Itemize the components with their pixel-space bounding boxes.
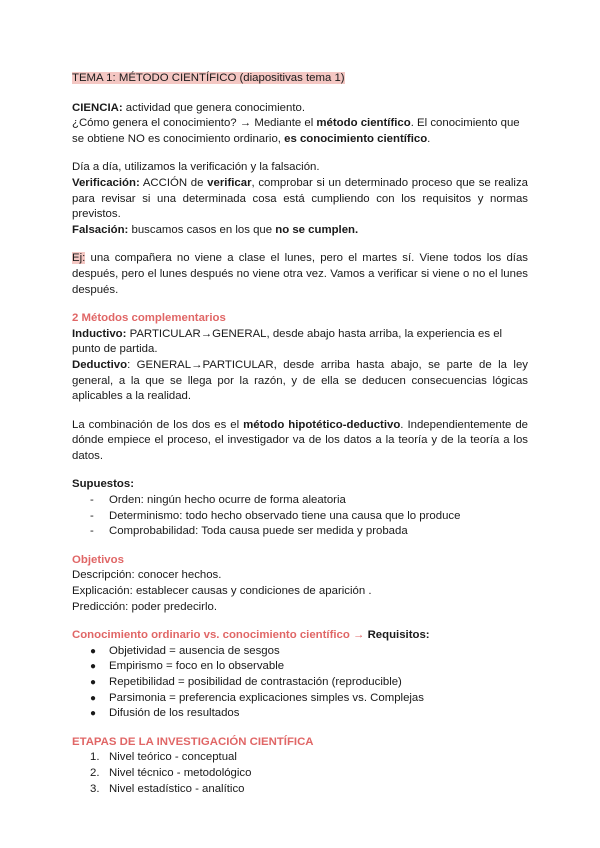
verificacion-section: Día a día, utilizamos la verificación y la falsación. Verificación: ACCIÓN de verificar, comprobar si un determinado proceso que se realiza para revisar si una determinada cosa está cumpliendo con los requisitos y normas previstos. Falsación: buscamos casos en los que no se cumplen.	[72, 161, 528, 236]
list-item: ● Empirismo = foco en lo observable	[72, 659, 528, 675]
requisitos-label: Requisitos:	[367, 629, 430, 642]
etapas-section	[72, 735, 528, 797]
bullet-icon: ●	[90, 708, 97, 720]
metodos-heading: 2 Métodos complementarios	[72, 312, 226, 325]
inductivo-label: Inductivo:	[72, 327, 127, 340]
bullet-icon: ●	[90, 677, 97, 688]
list-item: - Comprobabilidad: Toda causa puede ser medida y probada	[90, 525, 408, 538]
document-title: TEMA 1: MÉTODO CIENTÍFICO (diapositivas tema 1)	[72, 72, 345, 84]
ejemplo-label: Ej:	[72, 252, 86, 265]
list-item: 1. Nivel teórico - conceptual	[90, 751, 237, 764]
objetivos-heading: Objetivos	[72, 553, 124, 566]
list-item: 2. Nivel técnico - metodológico	[90, 766, 252, 779]
falsacion-label: Falsación:	[72, 223, 129, 236]
document-page	[72, 71, 528, 797]
dia-a-dia-text: Día a día, utilizamos la verificación y la falsación.	[72, 161, 320, 174]
requisitos-list	[72, 644, 528, 722]
bullet-icon: ●	[90, 692, 97, 704]
ciencia-definition: actividad que genera conocimiento.	[122, 101, 305, 114]
metodos-section: 2 Métodos complementarios Inductivo: PARTICULAR→GENERAL, desde abajo hasta arriba, la experiencia es el punto de partida. Deductivo: GENERAL→PARTICULAR, desde arriba hasta abajo, se parte de la ley general, a la que se llega por la razón, y de ella se deducen consecuencias lógicas aplicables a la realidad.	[72, 312, 528, 403]
ejemplo-paragraph: Ej: una compañera no viene a clase el lunes, pero el martes sí. Viene todos los días después, pero el lunes después no viene otra vez. Vamos a verificar si viene o no el lunes después.	[72, 252, 528, 296]
requisitos-section	[72, 628, 528, 722]
list-item: Explicación: establecer causas y condiciones de aparición .	[72, 585, 372, 598]
list-item: ● Repetibilidad = posibilidad de contrastación (reproducible)	[72, 675, 528, 691]
list-item: ● Objetividad = ausencia de sesgos	[72, 644, 528, 660]
arrow-icon: →	[349, 629, 368, 642]
objetivos-section	[72, 553, 528, 615]
list-item: - Orden: ningún hecho ocurre de forma aleatoria	[90, 494, 346, 507]
bullet-icon: ●	[90, 645, 97, 657]
list-item: ● Parsimonia = preferencia explicaciones simples vs. Complejas	[72, 691, 528, 707]
requisitos-heading: Conocimiento ordinario vs. conocimiento científico	[72, 629, 350, 642]
list-item: Predicción: poder predecirlo.	[72, 600, 217, 613]
list-item: 3. Nivel estadístico - analítico	[90, 782, 245, 795]
etapas-heading: ETAPAS DE LA INVESTIGACIÓN CIENTÍFICA	[72, 735, 314, 748]
list-item: - Determinismo: todo hecho observado tiene una causa que lo produce	[90, 509, 461, 522]
deductivo-label: Deductivo	[72, 358, 128, 371]
list-item: Descripción: conocer hechos.	[72, 569, 222, 582]
supuestos-list	[72, 493, 528, 540]
verificacion-label: Verificación:	[72, 176, 140, 189]
etapas-list	[72, 750, 528, 797]
ciencia-label: CIENCIA:	[72, 101, 123, 114]
supuestos-section	[72, 477, 528, 539]
supuestos-heading: Supuestos:	[72, 478, 135, 491]
bullet-icon: ●	[90, 661, 97, 673]
combinacion-paragraph: La combinación de los dos es el método hipotético-deductivo. Independientemente de dónde empiece el proceso, el investigador va de los datos a la teoría y de la teoría a los datos.	[72, 418, 528, 462]
list-item: ● Difusión de los resultados	[72, 706, 528, 722]
ciencia-section: CIENCIA: actividad que genera conocimiento. ¿Cómo genera el conocimiento? → Mediante el método científico. El conocimiento que se obtiene NO es conocimiento ordinario, es conocimiento científico.	[72, 101, 520, 145]
